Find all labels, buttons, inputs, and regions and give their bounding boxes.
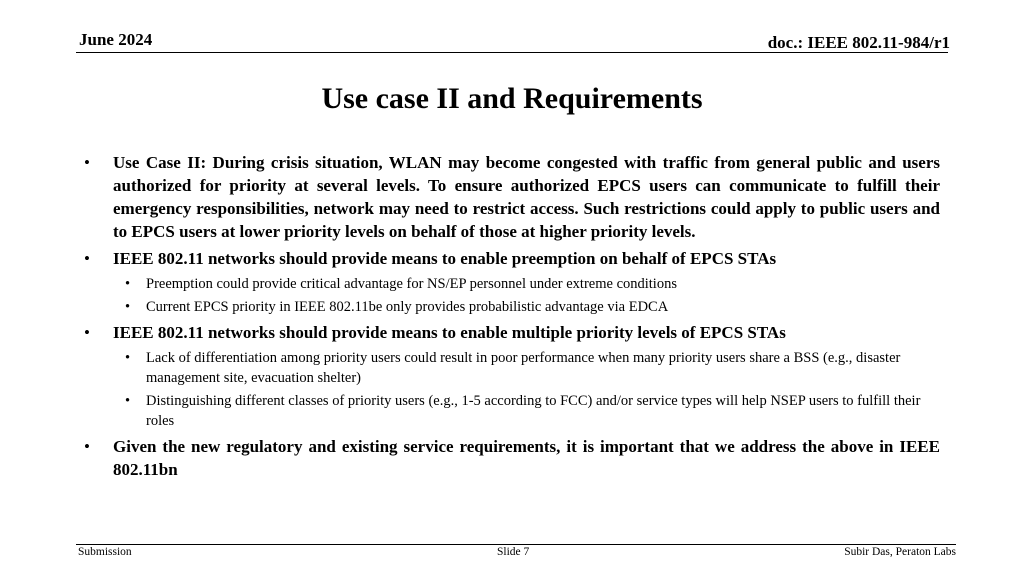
slide-title: Use case II and Requirements (321, 82, 703, 115)
footer-slide-number: Slide 7 (497, 546, 530, 558)
footer-divider (76, 544, 956, 545)
sub-bullet-text: Lack of differentiation among priority users could result in poor performance when many priority users share a BSS (e.g., disaster management site, evacuation shelter) (146, 350, 901, 386)
sub-bullet (125, 297, 940, 317)
sub-bullet-marker: • (125, 276, 131, 292)
bullet-use-case (84, 151, 940, 243)
bullet-preemption (84, 247, 940, 270)
sub-bullet (125, 391, 940, 431)
slide-body (84, 151, 940, 485)
sub-bullet-marker: • (125, 299, 131, 315)
bullet-text: Given the new regulatory and existing service requirements, it is important that we address the above in IEEE 802.11bn (113, 437, 940, 479)
bullet-marker: • (84, 323, 90, 342)
header-doc-id: doc.: IEEE 802.11-984/r1 (767, 33, 950, 52)
bullet-marker: • (84, 437, 90, 456)
sub-bullet-marker: • (125, 350, 131, 366)
header-date: June 2024 (79, 30, 153, 49)
bullet-text: IEEE 802.11 networks should provide means to enable preemption on behalf of EPCS STAs (113, 249, 777, 268)
footer-author: Subir Das, Peraton Labs (844, 546, 956, 558)
sub-bullet-text: Distinguishing different classes of priority users (e.g., 1-5 according to FCC) and/or service types will help NSEP users to fulfill their roles (146, 393, 921, 429)
sub-bullet (125, 348, 940, 388)
bullet-text: IEEE 802.11 networks should provide means to enable multiple priority levels of EPCS STAs (113, 323, 786, 342)
sub-bullet-marker: • (125, 393, 131, 409)
bullet-conclusion (84, 435, 940, 481)
sub-bullet-text: Current EPCS priority in IEEE 802.11be only provides probabilistic advantage via EDCA (146, 299, 669, 315)
header-divider (76, 52, 948, 53)
bullet-group-preemption (84, 247, 940, 317)
sub-bullet-text: Preemption could provide critical advantage for NS/EP personnel under extreme conditions (146, 276, 677, 292)
bullet-marker: • (84, 249, 90, 268)
footer-submission: Submission (78, 546, 132, 558)
bullet-text: Use Case II: During crisis situation, WLAN may become congested with traffic from general public and users authorized for priority at several levels. To ensure authorized EPCS users can communicate to fulfill their emergency responsibilities, network may need to restrict access. Such restrictions could apply to public users and to EPCS users at lower priority levels on behalf of those at higher priority levels. (113, 153, 940, 241)
bullet-group-priority-levels (84, 321, 940, 431)
sub-bullet (125, 274, 940, 294)
bullet-marker: • (84, 153, 90, 172)
bullet-priority-levels (84, 321, 940, 344)
